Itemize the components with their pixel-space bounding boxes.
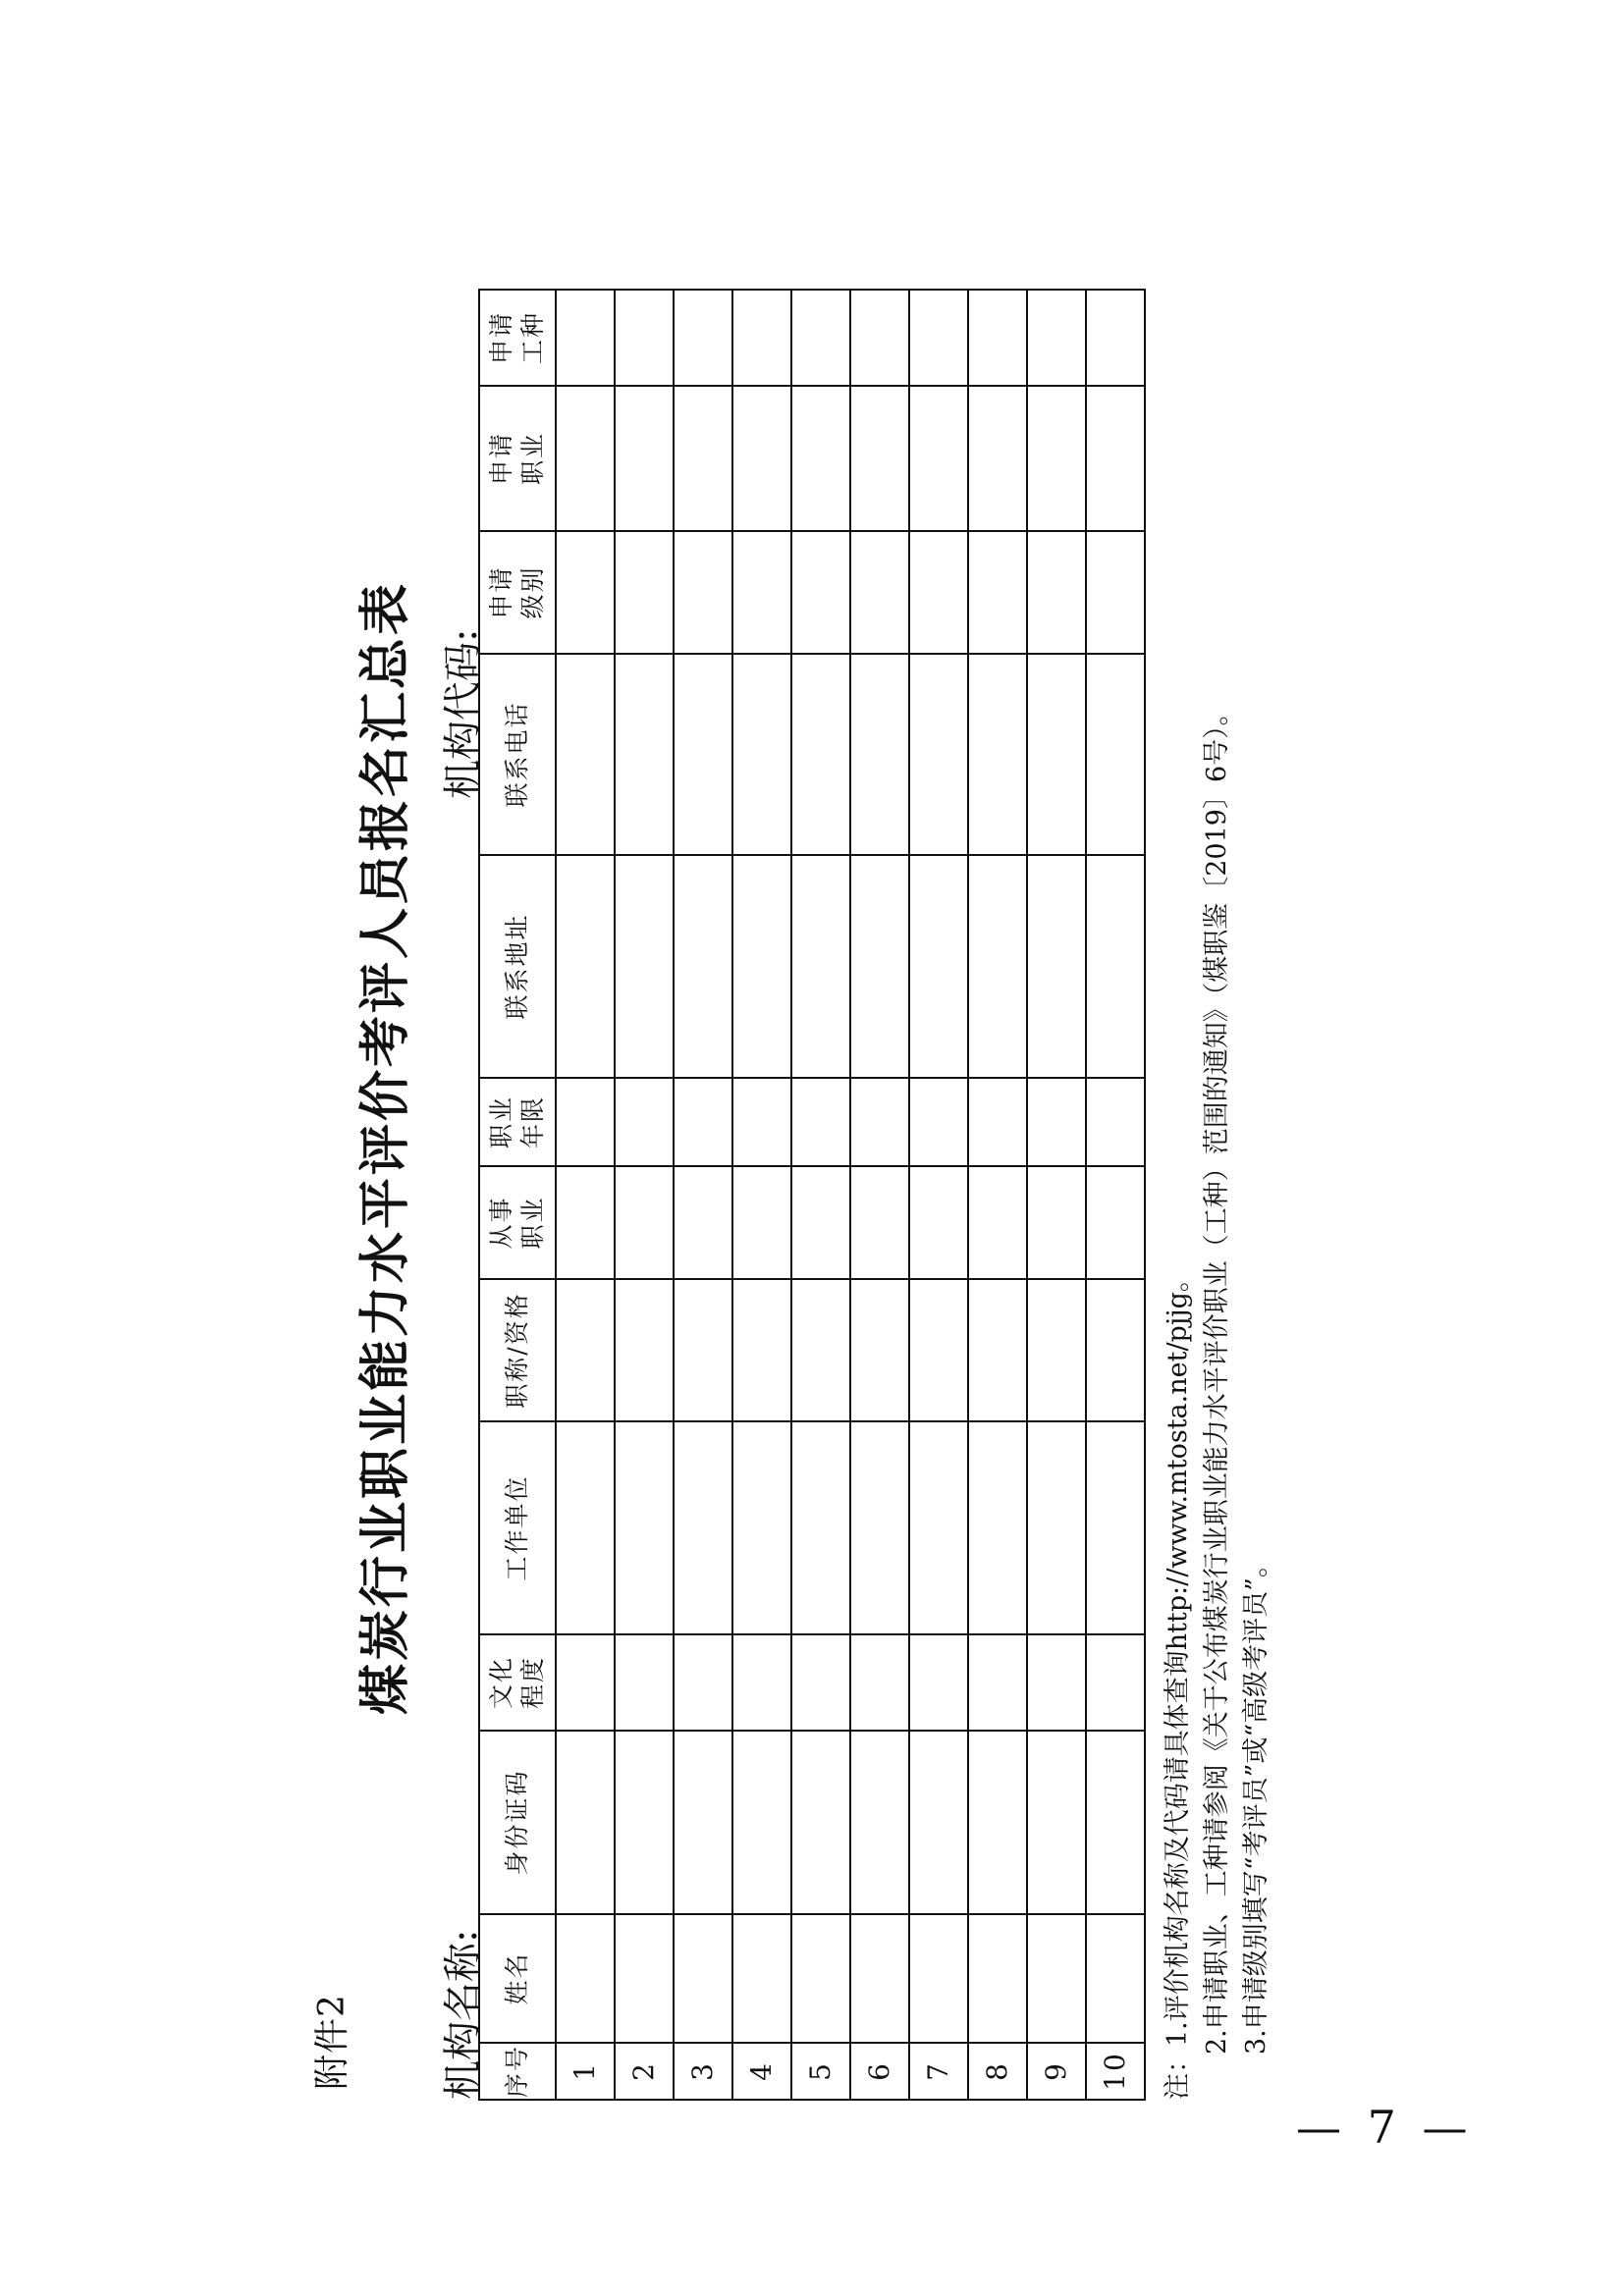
blank-cell[interactable] bbox=[791, 1279, 850, 1421]
blank-cell[interactable] bbox=[968, 1421, 1027, 1634]
blank-cell[interactable] bbox=[850, 855, 909, 1078]
row-seq-number: 3 bbox=[674, 2043, 732, 2100]
blank-cell[interactable] bbox=[1086, 1421, 1145, 1634]
blank-cell[interactable] bbox=[674, 1166, 732, 1279]
table-body bbox=[556, 290, 1145, 2100]
blank-cell[interactable] bbox=[556, 1634, 615, 1731]
note-line-2: 2.申请职业、工种请参阅《关于公布煤炭行业职业能力水平评价职业（工种）范围的通知》（煤职鉴〔2019〕6号）。 bbox=[1202, 699, 1232, 2055]
blank-cell[interactable] bbox=[968, 386, 1027, 531]
blank-cell[interactable] bbox=[615, 1914, 674, 2043]
blank-cell[interactable] bbox=[909, 1421, 968, 1634]
blank-cell[interactable] bbox=[968, 1731, 1027, 1914]
blank-cell[interactable] bbox=[850, 1421, 909, 1634]
blank-cell[interactable] bbox=[556, 855, 615, 1078]
annex-label: 附件2 bbox=[312, 1994, 352, 2090]
blank-cell[interactable] bbox=[615, 855, 674, 1078]
blank-cell[interactable] bbox=[556, 1279, 615, 1421]
blank-cell[interactable] bbox=[732, 531, 791, 654]
blank-cell[interactable] bbox=[968, 1279, 1027, 1421]
blank-cell[interactable] bbox=[909, 1731, 968, 1914]
blank-cell[interactable] bbox=[1086, 1731, 1145, 1914]
blank-cell[interactable] bbox=[1086, 386, 1145, 531]
blank-cell[interactable] bbox=[909, 531, 968, 654]
col-header-title-qualification: 职称/资格 bbox=[479, 1279, 556, 1421]
col-header-seq: 序号 bbox=[479, 2043, 556, 2100]
blank-cell[interactable] bbox=[556, 1914, 615, 2043]
blank-cell[interactable] bbox=[674, 290, 732, 386]
blank-cell[interactable] bbox=[732, 1731, 791, 1914]
blank-cell[interactable] bbox=[674, 531, 732, 654]
blank-cell[interactable] bbox=[909, 1634, 968, 1731]
blank-cell[interactable] bbox=[556, 386, 615, 531]
blank-cell[interactable] bbox=[615, 386, 674, 531]
blank-cell[interactable] bbox=[1027, 855, 1086, 1078]
row-seq-number: 9 bbox=[1027, 2043, 1086, 2100]
table-row bbox=[968, 290, 1027, 2100]
blank-cell[interactable] bbox=[732, 855, 791, 1078]
blank-cell[interactable] bbox=[1027, 531, 1086, 654]
table-row bbox=[674, 290, 732, 2100]
blank-cell[interactable] bbox=[1086, 531, 1145, 654]
blank-cell[interactable] bbox=[1086, 290, 1145, 386]
blank-cell[interactable] bbox=[909, 386, 968, 531]
blank-cell[interactable] bbox=[1027, 1166, 1086, 1279]
blank-cell[interactable] bbox=[1086, 1279, 1145, 1421]
blank-cell[interactable] bbox=[850, 1634, 909, 1731]
blank-cell[interactable] bbox=[1027, 1421, 1086, 1634]
blank-cell[interactable] bbox=[556, 654, 615, 855]
blank-cell[interactable] bbox=[1086, 1078, 1145, 1166]
blank-cell[interactable] bbox=[850, 1166, 909, 1279]
blank-cell[interactable] bbox=[615, 531, 674, 654]
blank-cell[interactable] bbox=[1027, 1634, 1086, 1731]
blank-cell[interactable] bbox=[556, 1731, 615, 1914]
blank-cell[interactable] bbox=[909, 1166, 968, 1279]
blank-cell[interactable] bbox=[615, 1166, 674, 1279]
blank-cell[interactable] bbox=[909, 1279, 968, 1421]
col-header-id-number: 身份证码 bbox=[479, 1731, 556, 1914]
blank-cell[interactable] bbox=[850, 1731, 909, 1914]
note-line-3: 3.申请级别填写“考评员”或“高级考评员”。 bbox=[1241, 1551, 1271, 2055]
blank-cell[interactable] bbox=[1086, 654, 1145, 855]
table-row bbox=[556, 290, 615, 2100]
blank-cell[interactable] bbox=[909, 290, 968, 386]
row-seq-number: 4 bbox=[732, 2043, 791, 2100]
blank-cell[interactable] bbox=[615, 1078, 674, 1166]
blank-cell[interactable] bbox=[791, 1166, 850, 1279]
row-seq-number: 10 bbox=[1086, 2043, 1145, 2100]
blank-cell[interactable] bbox=[850, 1279, 909, 1421]
col-header-apply-occupation: 申请 职业 bbox=[479, 386, 556, 531]
blank-cell[interactable] bbox=[732, 654, 791, 855]
table-row bbox=[791, 290, 850, 2100]
blank-cell[interactable] bbox=[556, 290, 615, 386]
col-header-occupation: 从事 职业 bbox=[479, 1166, 556, 1279]
blank-cell[interactable] bbox=[674, 855, 732, 1078]
blank-cell[interactable] bbox=[791, 1914, 850, 2043]
blank-cell[interactable] bbox=[732, 1634, 791, 1731]
blank-cell[interactable] bbox=[909, 855, 968, 1078]
blank-cell[interactable] bbox=[732, 1279, 791, 1421]
blank-cell[interactable] bbox=[850, 290, 909, 386]
blank-cell[interactable] bbox=[1027, 1078, 1086, 1166]
col-header-phone: 联系电话 bbox=[479, 654, 556, 855]
row-seq-number: 5 bbox=[791, 2043, 850, 2100]
table-row bbox=[1027, 290, 1086, 2100]
col-header-name: 姓名 bbox=[479, 1914, 556, 2043]
blank-cell[interactable] bbox=[968, 1166, 1027, 1279]
blank-cell[interactable] bbox=[968, 531, 1027, 654]
blank-cell[interactable] bbox=[1027, 1914, 1086, 2043]
blank-cell[interactable] bbox=[791, 531, 850, 654]
row-seq-number: 8 bbox=[968, 2043, 1027, 2100]
col-header-years: 职业 年限 bbox=[479, 1078, 556, 1166]
table-row bbox=[909, 290, 968, 2100]
blank-cell[interactable] bbox=[674, 1731, 732, 1914]
table-header-row bbox=[479, 290, 556, 2100]
blank-cell[interactable] bbox=[615, 1731, 674, 1914]
blank-cell[interactable] bbox=[1027, 386, 1086, 531]
row-seq-number: 7 bbox=[909, 2043, 968, 2100]
row-seq-number: 6 bbox=[850, 2043, 909, 2100]
blank-cell[interactable] bbox=[968, 1634, 1027, 1731]
blank-cell[interactable] bbox=[674, 386, 732, 531]
blank-cell[interactable] bbox=[732, 386, 791, 531]
blank-cell[interactable] bbox=[791, 1421, 850, 1634]
blank-cell[interactable] bbox=[615, 1421, 674, 1634]
blank-cell[interactable] bbox=[968, 1078, 1027, 1166]
registration-table bbox=[478, 289, 1146, 2101]
blank-cell[interactable] bbox=[732, 290, 791, 386]
blank-cell[interactable] bbox=[1027, 1731, 1086, 1914]
col-header-address: 联系地址 bbox=[479, 855, 556, 1078]
blank-cell[interactable] bbox=[791, 386, 850, 531]
blank-cell[interactable] bbox=[556, 1166, 615, 1279]
form-title: 煤炭行业职业能力水平评价考评人员报名汇总表 bbox=[355, 581, 415, 1716]
blank-cell[interactable] bbox=[1086, 1914, 1145, 2043]
blank-cell[interactable] bbox=[791, 654, 850, 855]
col-header-education: 文化 程度 bbox=[479, 1634, 556, 1731]
table-row bbox=[615, 290, 674, 2100]
blank-cell[interactable] bbox=[791, 855, 850, 1078]
blank-cell[interactable] bbox=[791, 290, 850, 386]
col-header-apply-trade: 申请 工种 bbox=[479, 290, 556, 386]
blank-cell[interactable] bbox=[909, 654, 968, 855]
blank-cell[interactable] bbox=[732, 1421, 791, 1634]
blank-cell[interactable] bbox=[968, 290, 1027, 386]
row-seq-number: 2 bbox=[615, 2043, 674, 2100]
page-number: — 7 — bbox=[1296, 2101, 1474, 2154]
blank-cell[interactable] bbox=[850, 1914, 909, 2043]
blank-cell[interactable] bbox=[1086, 855, 1145, 1078]
blank-cell[interactable] bbox=[556, 1078, 615, 1166]
blank-cell[interactable] bbox=[556, 1421, 615, 1634]
notes bbox=[1159, 699, 1276, 2100]
blank-cell[interactable] bbox=[1027, 654, 1086, 855]
blank-cell[interactable] bbox=[674, 1634, 732, 1731]
blank-cell[interactable] bbox=[1086, 1634, 1145, 1731]
blank-cell[interactable] bbox=[674, 1914, 732, 2043]
blank-cell[interactable] bbox=[791, 1078, 850, 1166]
blank-cell[interactable] bbox=[732, 1914, 791, 2043]
blank-cell[interactable] bbox=[1086, 1166, 1145, 1279]
blank-cell[interactable] bbox=[732, 1078, 791, 1166]
blank-cell[interactable] bbox=[850, 654, 909, 855]
blank-cell[interactable] bbox=[968, 855, 1027, 1078]
col-header-employer: 工作单位 bbox=[479, 1421, 556, 1634]
blank-cell[interactable] bbox=[674, 1279, 732, 1421]
blank-cell[interactable] bbox=[968, 654, 1027, 855]
table-row bbox=[850, 290, 909, 2100]
blank-cell[interactable] bbox=[850, 1078, 909, 1166]
col-header-apply-level: 申请 级别 bbox=[479, 531, 556, 654]
blank-cell[interactable] bbox=[791, 1634, 850, 1731]
org-name-label: 机构名称: bbox=[441, 1929, 486, 2100]
blank-cell[interactable] bbox=[615, 290, 674, 386]
blank-cell[interactable] bbox=[732, 1166, 791, 1279]
blank-cell[interactable] bbox=[615, 654, 674, 855]
blank-cell[interactable] bbox=[674, 654, 732, 855]
org-code-label: 机构代码: bbox=[441, 628, 486, 799]
note-line-1: 注：1.评价机构名称及代码请具体查询http://www.mtosta.net/pjjg。 bbox=[1163, 1265, 1193, 2100]
row-seq-number: 1 bbox=[556, 2043, 615, 2100]
blank-cell[interactable] bbox=[615, 1279, 674, 1421]
blank-cell[interactable] bbox=[615, 1634, 674, 1731]
blank-cell[interactable] bbox=[850, 531, 909, 654]
blank-cell[interactable] bbox=[556, 531, 615, 654]
table-row bbox=[732, 290, 791, 2100]
table-row bbox=[1086, 290, 1145, 2100]
blank-cell[interactable] bbox=[674, 1421, 732, 1634]
blank-cell[interactable] bbox=[1027, 1279, 1086, 1421]
blank-cell[interactable] bbox=[850, 386, 909, 531]
blank-cell[interactable] bbox=[1027, 290, 1086, 386]
blank-cell[interactable] bbox=[909, 1078, 968, 1166]
blank-cell[interactable] bbox=[791, 1731, 850, 1914]
blank-cell[interactable] bbox=[909, 1914, 968, 2043]
blank-cell[interactable] bbox=[968, 1914, 1027, 2043]
blank-cell[interactable] bbox=[674, 1078, 732, 1166]
